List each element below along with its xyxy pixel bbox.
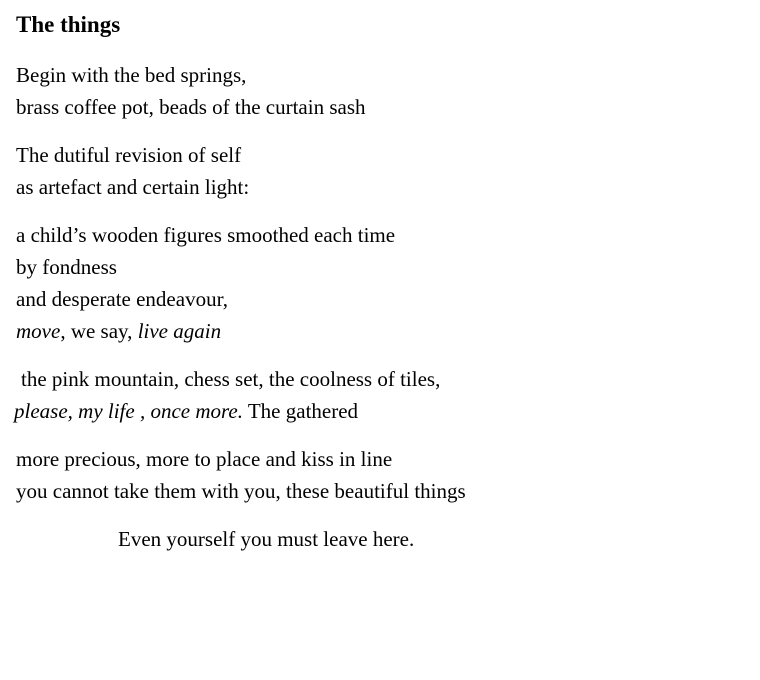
stanza-4-line-1: the pink mountain, chess set, the coolness of tiles,: [21, 367, 441, 391]
plain-the-gathered: The gathered: [242, 399, 359, 423]
stanza-2: [16, 139, 746, 203]
stanza-4: [16, 363, 746, 427]
closing-line: Even yourself you must leave here.: [118, 527, 415, 551]
stanza-2-line-2: as artefact and certain light:: [16, 175, 250, 199]
stanza-5: [16, 443, 746, 507]
italic-move: move: [16, 319, 61, 343]
italic-live-again: live again: [137, 319, 222, 343]
stanza-5-line-1: more precious, more to place and kiss in line: [16, 447, 393, 471]
stanza-3-line-2: by fondness: [16, 255, 117, 279]
poem: [16, 10, 746, 571]
stanza-2-line-1: The dutiful revision of self: [16, 143, 242, 167]
stanza-1-line-1: Begin with the bed springs,: [16, 63, 247, 87]
stanza-3-line-3: and desperate endeavour,: [16, 287, 228, 311]
stanza-3-line-4: [16, 315, 746, 347]
stanza-3: [16, 219, 746, 347]
stanza-4-line-2: [14, 395, 746, 427]
italic-please-my-life: please, my life , once more.: [14, 399, 243, 423]
stanza-5-line-2: you cannot take them with you, these beautiful things: [16, 479, 466, 503]
poem-title: The things: [16, 12, 121, 37]
stanza-1-line-2: brass coffee pot, beads of the curtain sash: [16, 95, 366, 119]
stanza-3-line-1: a child’s wooden figures smoothed each time: [16, 223, 396, 247]
stanza-1: [16, 59, 746, 123]
stanza-6: [16, 523, 746, 555]
plain-we-say: , we say,: [60, 319, 138, 343]
